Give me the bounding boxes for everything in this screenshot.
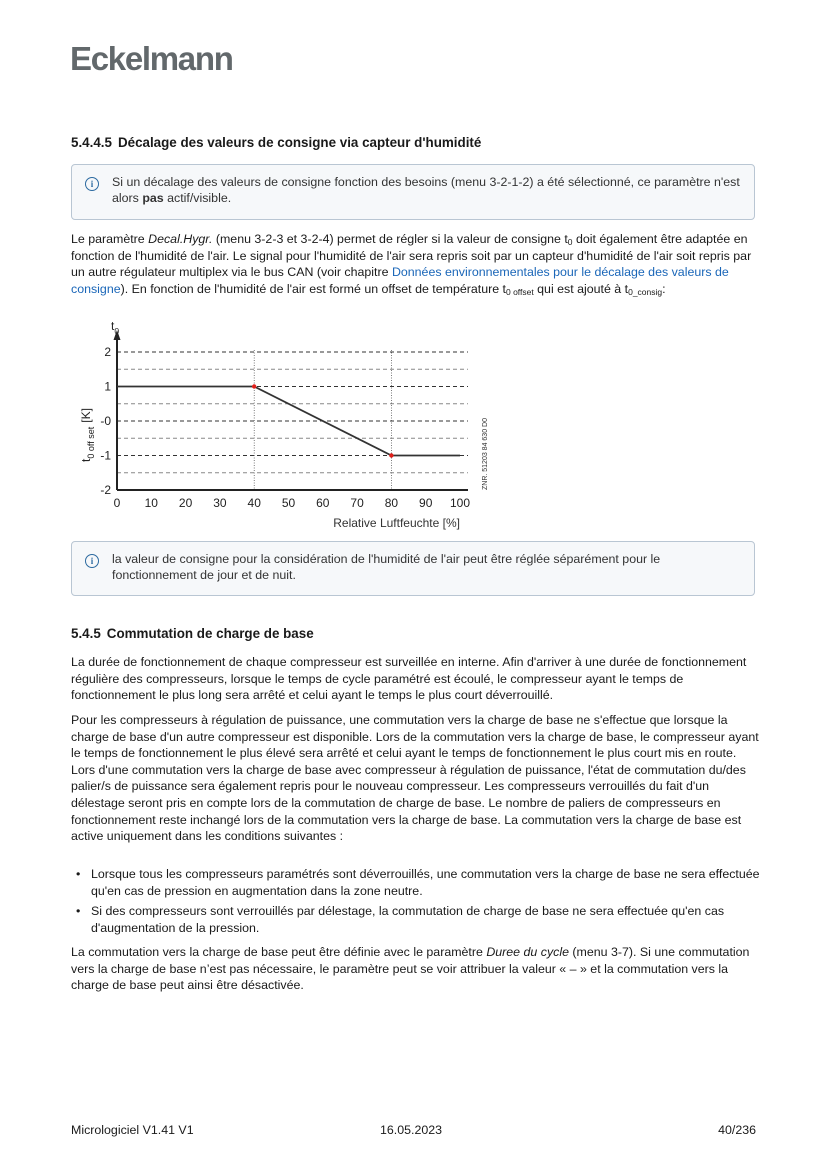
y-tick-label: -1 <box>100 448 111 463</box>
paragraph-decal-hygr: Le paramètre Decal.Hygr. (menu 3-2-3 et 3-2-4) permet de régler si la valeur de consigne $t_0$ doit également être adaptée en fonction de l'humidité de l'air. Le signal pour l'humidité de l'air sera repris soit par un capteur d'humidité de l'air soit repris par un autre régulateur multiplex via le bus CAN (voir chapitre Données environnementales pour le décalage des valeurs de consigne). En fonction de l'humidité de l'air est formé un offset de température $t_{0 offset}$ qui est ajouté à $t_{0\_consig}$: <box>71 232 752 297</box>
data-point-marker <box>252 384 256 388</box>
section-number: 5.4.5 <box>71 626 101 641</box>
paragraph-runtime: La durée de fonctionnement de chaque compresseur est surveillée en interne. Afin d'arriver à une durée de fonctionnement régulière des compresseurs, lorsque le temps de cycle paramétré est écoulé, le compresseur ayant le temps de fonctionnement le plus long sera arrêté et celui ayant le temps le plus court déverrouillé. <box>71 655 747 703</box>
list-item: • Si des compresseurs sont verrouillés par délestage, la commutation de charge de base ne sera effectuée qu'en cas d'augmentation de la pression. <box>71 903 761 936</box>
section-heading-base-load <box>71 626 314 641</box>
company-logo: Eckelmann <box>70 40 233 77</box>
x-tick-label: 10 <box>144 496 158 510</box>
y-axis-label: $t_{0 off set}[K]$ <box>79 408 96 462</box>
info-note-day-night <box>71 541 755 596</box>
note-text: la valeur de consigne pour la considération de l'humidité de l'air peut être réglée séparément pour le fonctionnement de jour et de nuit. <box>112 552 661 582</box>
param-name: Duree du cycle <box>486 945 569 959</box>
paragraph-capacity-control: Pour les compresseurs à régulation de puissance, une commutation vers la charge de base ne s'effectue que lorsque la charge de base d'un autre compresseur est disponible. Lors de la commutation vers la charge de base, le compresseur ayant le temps de fonctionnement le plus élevé sera arrêté et celui ayant le temps de fonctionnement le plus court mis en route. Lors d'une commutation vers la charge de base avec compresseur à régulation de puissance, l'état de commutation du/des palier/s de puissance sera également repris pour le nouveau compresseur. Les compresseurs verrouillés du fait d'un délestage seront pris en compte lors de la commutation de charge de base. Le nombre de paliers de compresseurs en fonctionnement reste inchangé lors de la commutation vers la charge de base. La commutation vers la charge de base est active uniquement dans les conditions suivantes : <box>71 713 759 844</box>
info-icon: i <box>85 554 99 568</box>
x-tick-label: 50 <box>281 496 296 510</box>
section-number: 5.4.4.5 <box>71 135 112 150</box>
section-title: Décalage des valeurs de consigne via capteur d'humidité <box>117 135 482 150</box>
x-tick-label: 0 <box>113 496 121 510</box>
y-axis-top-label: $t_0$ <box>111 319 120 336</box>
footer-page-number: 40/236 <box>718 1123 756 1137</box>
info-icon: i <box>85 177 99 191</box>
footer-date: 16.05.2023 <box>380 1123 443 1137</box>
y-tick-label: -0 <box>100 414 111 428</box>
list-item: • Lorsque tous les compresseurs paramétrés sont déverrouillés, une commutation vers la charge de base ne sera effectuée qu'en cas de pression en augmentation dans la zone neutre. <box>71 866 761 899</box>
footer-version: Micrologiciel V1.41 V1 <box>71 1123 194 1137</box>
x-tick-label: 90 <box>419 496 433 510</box>
note-text: Si un décalage des valeurs de consigne fonction des besoins (menu 3-2-1-2) a été sélectionné, ce paramètre n'est alors pas actif/visible. <box>112 175 740 205</box>
x-axis-label: Relative Luftfeuchte [%] <box>333 516 460 530</box>
humidity-offset-chart <box>60 310 510 540</box>
paragraph-cycle-duration: La commutation vers la charge de base peut être définie avec le paramètre Duree du cycle (menu 3-7). Si une commutation vers la charge de base n’est pas nécessaire, le paramètre peut se voir attribuer la valeur « – » et la commutation vers la charge de base peut ainsi être désactivée. <box>71 945 750 993</box>
tick-labels <box>100 345 470 510</box>
section-title: Commutation de charge de base <box>106 626 314 641</box>
drawing-number: ZNR. 51203 84 630 D0 <box>482 418 489 490</box>
chapter-link[interactable]: Données environnementales pour le décalage des valeurs de consigne <box>71 265 729 296</box>
y-tick-label: 1 <box>104 379 111 394</box>
x-tick-label: 80 <box>384 496 399 510</box>
conditions-list <box>71 866 761 940</box>
x-tick-label: 70 <box>350 496 364 510</box>
x-tick-label: 30 <box>213 496 227 510</box>
x-tick-label: 100 <box>449 496 471 510</box>
x-tick-label: 60 <box>316 496 330 510</box>
param-name: Decal.Hygr. <box>148 232 213 246</box>
x-tick-label: 20 <box>178 496 193 510</box>
y-tick-label: 2 <box>104 345 111 359</box>
y-tick-label: -2 <box>100 483 111 497</box>
section-heading-humidity <box>71 135 481 150</box>
info-note-demand-shift <box>71 164 755 220</box>
x-tick-label: 40 <box>247 496 261 510</box>
axes <box>114 330 469 490</box>
data-point-marker <box>389 453 393 457</box>
